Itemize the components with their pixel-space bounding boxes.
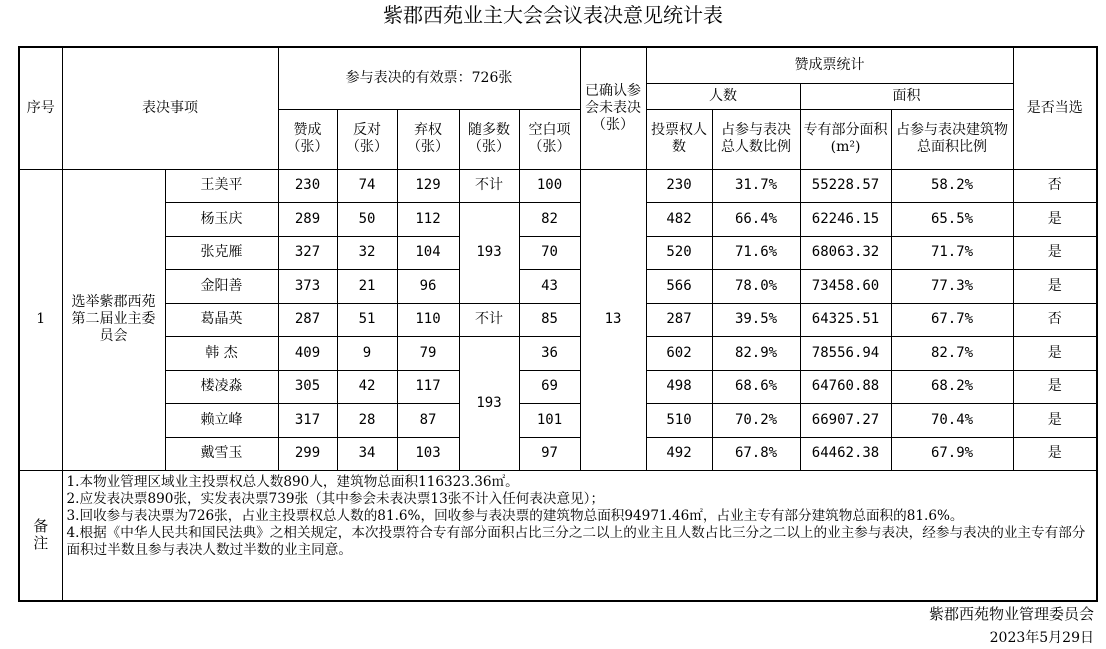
candidate-name: 韩 杰 (165, 337, 278, 371)
cell-voters: 498 (646, 370, 712, 404)
cell-blank: 43 (519, 270, 580, 304)
cell-area: 73458.60 (800, 270, 891, 304)
cell-abstain: 103 (397, 437, 459, 471)
cell-blank: 85 (519, 303, 580, 337)
cell-area-ratio: 67.9% (891, 437, 1013, 471)
note-line: 2.应发表决票890张，实发表决票739张（其中参会未表决票13张不计入任何表决意见）； (66, 491, 605, 507)
page-title: 紫郡西苑业主大会会议表决意见统计表 (383, 3, 723, 27)
table-row (19, 169, 1097, 203)
cell-against: 21 (337, 270, 397, 304)
cell-blank: 82 (519, 203, 580, 237)
cell-elected: 否 (1013, 169, 1097, 203)
cell-abstain: 112 (397, 203, 459, 237)
header-voter-ratio: 占参与表决总人数比例 (712, 109, 800, 169)
cell-voters: 287 (646, 303, 712, 337)
cell-for: 305 (278, 370, 337, 404)
header-voters: 投票权人数 (646, 109, 712, 169)
cell-abstain: 87 (397, 404, 459, 438)
cell-against: 34 (337, 437, 397, 471)
cell-against: 28 (337, 404, 397, 438)
header-blank: 空白项（张） (519, 109, 580, 169)
candidate-name: 楼凌淼 (165, 370, 278, 404)
candidate-name: 葛晶英 (165, 303, 278, 337)
cell-abstain: 104 (397, 236, 459, 270)
cell-against: 50 (337, 203, 397, 237)
cell-elected: 是 (1013, 337, 1097, 371)
candidate-name: 杨玉庆 (165, 203, 278, 237)
notes-label (19, 471, 62, 601)
table-row (19, 370, 1097, 404)
cell-for: 373 (278, 270, 337, 304)
cell-voter-ratio: 82.9% (712, 337, 800, 371)
cell-area: 55228.57 (800, 169, 891, 203)
cell-against: 74 (337, 169, 397, 203)
header-follow-majority: 随多数（张） (459, 109, 519, 169)
cell-voter-ratio: 78.0% (712, 270, 800, 304)
cell-follow-majority: 193 (459, 203, 519, 304)
cell-voter-ratio: 39.5% (712, 303, 800, 337)
cell-against: 51 (337, 303, 397, 337)
cell-blank: 70 (519, 236, 580, 270)
cell-elected: 否 (1013, 303, 1097, 337)
cell-area: 64325.51 (800, 303, 891, 337)
header-elected: 是否当选 (1013, 47, 1097, 169)
cell-voter-ratio: 66.4% (712, 203, 800, 237)
table-row (19, 337, 1097, 371)
table-row (19, 203, 1097, 237)
candidate-name: 戴雪玉 (165, 437, 278, 471)
cell-blank: 101 (519, 404, 580, 438)
cell-follow-majority: 不计 (459, 169, 519, 203)
table-row (19, 437, 1097, 471)
header-for: 赞成（张） (278, 109, 337, 169)
cell-voters: 520 (646, 236, 712, 270)
notes-content (62, 471, 1097, 601)
table-row (19, 236, 1097, 270)
cell-area-ratio: 65.5% (891, 203, 1013, 237)
cell-abstain: 79 (397, 337, 459, 371)
cell-abstain: 110 (397, 303, 459, 337)
header-area-ratio: 占参与表决建筑物总面积比例 (891, 109, 1013, 169)
cell-area: 66907.27 (800, 404, 891, 438)
cell-for: 230 (278, 169, 337, 203)
cell-area-ratio: 67.7% (891, 303, 1013, 337)
note-line: 3.回收参与表决票为726张，占业主投票权总人数的81.6%，回收参与表决票的建筑物总面积94971.46㎡，占业主专有部分建筑物总面积的81.6%。 (66, 508, 964, 524)
header-item: 表决事项 (62, 47, 278, 169)
header-area-m2: 专有部分面积(m²) (800, 109, 891, 169)
cell-abstain: 129 (397, 169, 459, 203)
cell-voters: 492 (646, 437, 712, 471)
vote-statistics-table (18, 46, 1098, 602)
cell-against: 9 (337, 337, 397, 371)
footer-date: 2023年5月29日 (989, 630, 1094, 646)
cell-elected: 是 (1013, 437, 1097, 471)
cell-voters: 482 (646, 203, 712, 237)
candidate-name: 张克雁 (165, 236, 278, 270)
cell-voters: 510 (646, 404, 712, 438)
header-valid-votes: 参与表决的有效票：726张 (278, 47, 580, 109)
cell-voter-ratio: 70.2% (712, 404, 800, 438)
cell-for: 409 (278, 337, 337, 371)
cell-elected: 是 (1013, 370, 1097, 404)
cell-voters: 602 (646, 337, 712, 371)
cell-for: 299 (278, 437, 337, 471)
cell-elected: 是 (1013, 270, 1097, 304)
candidate-name: 金阳善 (165, 270, 278, 304)
cell-blank: 69 (519, 370, 580, 404)
cell-area: 64760.88 (800, 370, 891, 404)
cell-for: 287 (278, 303, 337, 337)
cell-abstain: 117 (397, 370, 459, 404)
cell-follow-majority: 不计 (459, 303, 519, 337)
note-line: 1.本物业管理区域业主投票权总人数890人，建筑物总面积116323.36㎡。 (66, 474, 519, 490)
cell-elected: 是 (1013, 203, 1097, 237)
note-line: 4.根据《中华人民共和国民法典》之相关规定，本次投票符合专有部分面积占比三分之二以上的业主且人数占比三分之二以上的业主参与表决，经参与表决的业主专有部分面积过半数且参与表决人数过半数的业主同意。 (66, 525, 1086, 558)
cell-against: 42 (337, 370, 397, 404)
cell-voter-ratio: 68.6% (712, 370, 800, 404)
cell-for: 317 (278, 404, 337, 438)
cell-voters: 230 (646, 169, 712, 203)
cell-blank: 97 (519, 437, 580, 471)
cell-blank: 36 (519, 337, 580, 371)
cell-elected: 是 (1013, 404, 1097, 438)
footer-organization: 紫郡西苑物业管理委员会 (928, 605, 1094, 623)
cell-elected: 是 (1013, 236, 1097, 270)
header-approve-stats: 赞成票统计 (646, 47, 1013, 83)
cell-abstain: 96 (397, 270, 459, 304)
cell-voter-ratio: 71.6% (712, 236, 800, 270)
header-persons: 人数 (646, 83, 800, 109)
row-item: 选举紫郡西苑第二届业主委员会 (62, 169, 165, 471)
cell-follow-majority: 193 (459, 337, 519, 471)
cell-area: 78556.94 (800, 337, 891, 371)
cell-area-ratio: 77.3% (891, 270, 1013, 304)
cell-area: 68063.32 (800, 236, 891, 270)
cell-blank: 100 (519, 169, 580, 203)
cell-against: 32 (337, 236, 397, 270)
candidate-name: 赖立峰 (165, 404, 278, 438)
header-against: 反对（张） (337, 109, 397, 169)
header-seq: 序号 (19, 47, 62, 169)
notes-label-text: 备注 (33, 517, 49, 553)
cell-for: 289 (278, 203, 337, 237)
cell-voter-ratio: 67.8% (712, 437, 800, 471)
candidate-name: 王美平 (165, 169, 278, 203)
table-row (19, 303, 1097, 337)
cell-area-ratio: 70.4% (891, 404, 1013, 438)
cell-area-ratio: 58.2% (891, 169, 1013, 203)
cell-absent: 13 (580, 169, 646, 471)
table-row (19, 270, 1097, 304)
header-area: 面积 (800, 83, 1013, 109)
header-abstain: 弃权（张） (397, 109, 459, 169)
cell-voters: 566 (646, 270, 712, 304)
cell-area-ratio: 68.2% (891, 370, 1013, 404)
header-confirmed-absent: 已确认参会未表决（张） (580, 47, 646, 169)
cell-for: 327 (278, 236, 337, 270)
row-seq: 1 (19, 169, 62, 471)
cell-area: 62246.15 (800, 203, 891, 237)
table-row (19, 404, 1097, 438)
cell-area: 64462.38 (800, 437, 891, 471)
cell-area-ratio: 71.7% (891, 236, 1013, 270)
notes-row (19, 471, 1097, 601)
cell-voter-ratio: 31.7% (712, 169, 800, 203)
cell-area-ratio: 82.7% (891, 337, 1013, 371)
